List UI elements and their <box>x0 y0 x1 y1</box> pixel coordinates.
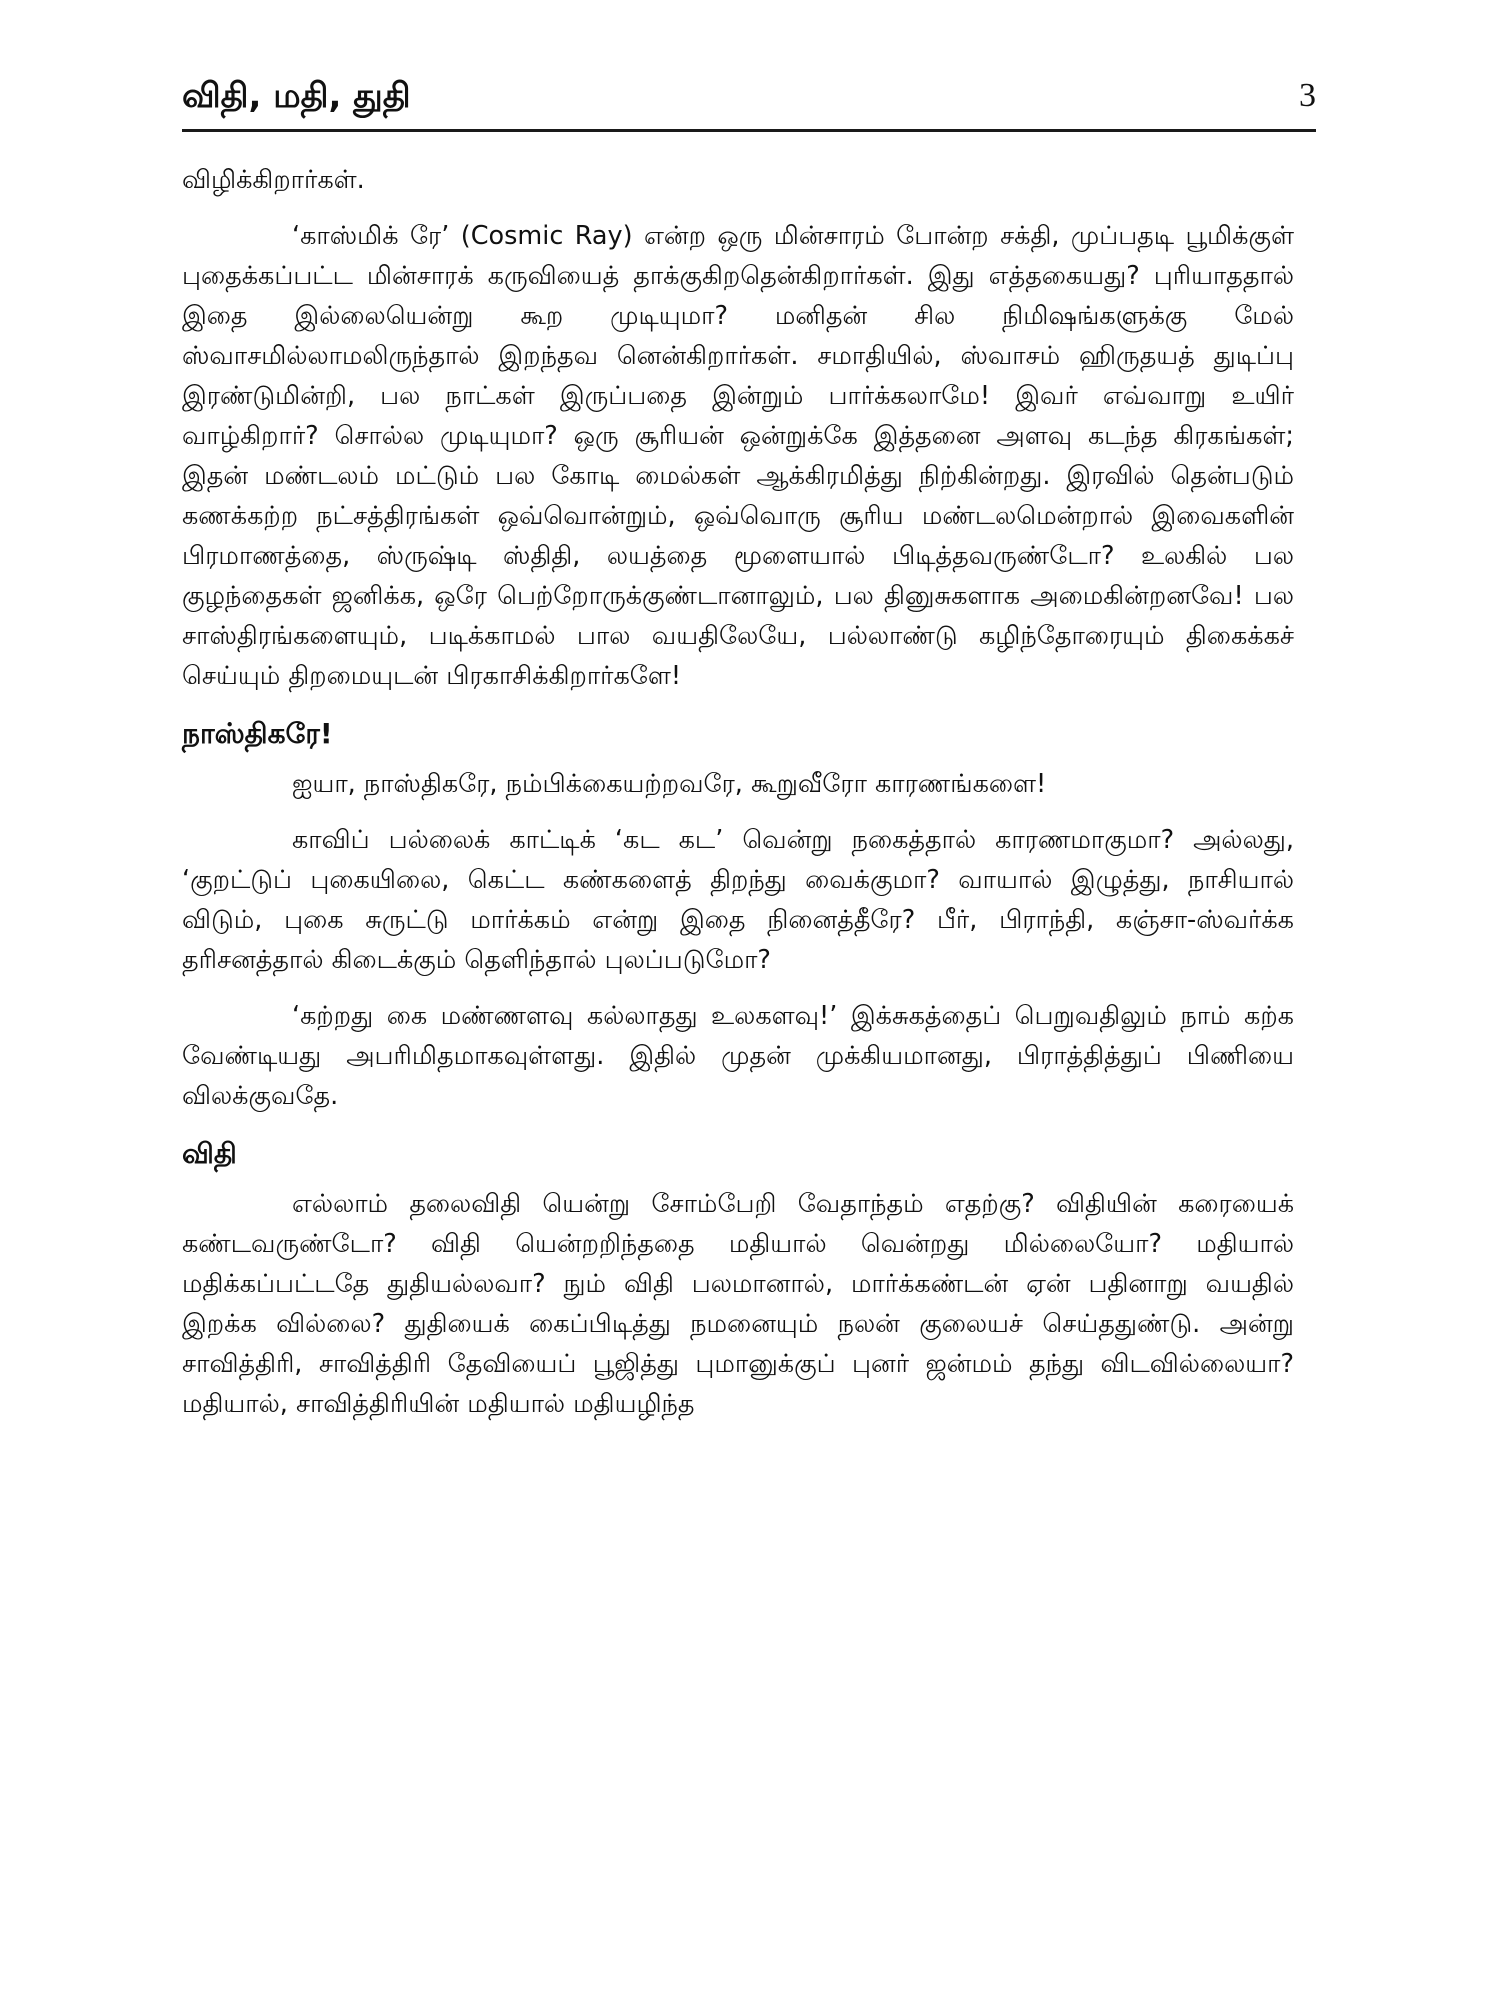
paragraph-continuation: விழிக்கிறார்கள். <box>182 165 365 195</box>
paragraph-vidhi: எல்லாம் தலைவிதி யென்று சோம்பேறி வேதாந்தம் எதற்கு? விதியின் கரையைக் கண்டவருண்டோ? விதி யென்றறிந்ததை மதியால் வென்றது மில்லையோ? மதியால் மதிக்கப்பட்டதே துதியல்லவா? நும் விதி பலமானால், மார்க்கண்டன் ஏன் பதினாறு வயதில் இறக்க வில்லை? துதியைக் கைப்பிடித்து நமனையும் நலன் குலையச் செய்ததுண்டு. அன்று சாவித்திரி, சாவித்திரி தேவியைப் பூஜித்து புமானுக்குப் புனர் ஜன்மம் தந்து விடவில்லையா? மதியால், சாவித்திரியின் மதியால் மதியழிந்த <box>182 1189 1294 1419</box>
paragraph-address: ஐயா, நாஸ்திகரே, நம்பிக்கையற்றவரே, கூறுவீரோ காரணங்களை! <box>292 769 1047 799</box>
running-title: விதி, மதி, துதி <box>182 76 411 116</box>
header-rule <box>182 129 1316 132</box>
page-number: 3 <box>1299 77 1316 114</box>
section-heading-vidhi: விதி <box>182 1137 237 1170</box>
paragraph-cosmic-ray: ‘காஸ்மிக் ரே’ (Cosmic Ray) என்ற ஒரு மின்சாரம் போன்ற சக்தி, முப்பதடி பூமிக்குள் புதைக்கப்பட்ட மின்சாரக் கருவியைத் தாக்குகிறதென்கிறார்கள். இது எத்தகையது? புரியாததால் இதை இல்லையென்று கூற முடியுமா? மனிதன் சில நிமிஷங்களுக்கு மேல் ஸ்வாசமில்லாமலிருந்தால் இறந்தவ னென்கிறார்கள். சமாதியில், ஸ்வாசம் ஹிருதயத் துடிப்பு இரண்டுமின்றி, பல நாட்கள் இருப்பதை இன்றும் பார்க்கலாமே! இவர் எவ்வாறு உயிர் வாழ்கிறார்? சொல்ல முடியுமா? ஒரு சூரியன் ஒன்றுக்கே இத்தனை அளவு கடந்த கிரகங்கள்; இதன் மண்டலம் மட்டும் பல கோடி மைல்கள் ஆக்கிரமித்து நிற்கின்றது. இரவில் தென்படும் கணக்கற்ற நட்சத்திரங்கள் ஒவ்வொன்றும், ஒவ்வொரு சூரிய மண்டலமென்றால் இவைகளின் பிரமாணத்தை, ஸ்ருஷ்டி ஸ்திதி, லயத்தை மூளையால் பிடித்தவருண்டோ? உலகில் பல குழந்தைகள் ஜனிக்க, ஒரே பெற்றோருக்குண்டானாலும், பல தினுசுகளாக அமைகின்றனவே! பல சாஸ்திரங்களையும், படிக்காமல் பால வயதிலேயே, பல்லாண்டு கழிந்தோரையும் திகைக்கச் செய்யும் திறமையுடன் பிரகாசிக்கிறார்களே! <box>182 221 1294 691</box>
paragraph-reasons: காவிப் பல்லைக் காட்டிக் ‘கட கட’ வென்று நகைத்தால் காரணமாகுமா? அல்லது, ‘குறட்டுப் புகையிலை, கெட்ட கண்களைத் திறந்து வைக்குமா? வாயால் இழுத்து, நாசியால் விடும், புகை சுருட்டு மார்க்கம் என்று இதை நினைத்தீரே? பீர், பிராந்தி, கஞ்சா-ஸ்வர்க்க தரிசனத்தால் கிடைக்கும் தெளிந்தால் புலப்படுமோ? <box>182 825 1294 975</box>
page-header <box>182 74 1316 130</box>
section-heading-nastikare: நாஸ்திகரே! <box>182 717 333 750</box>
paragraph-learning: ‘கற்றது கை மண்ணளவு கல்லாதது உலகளவு!’ இக்சுகத்தைப் பெறுவதிலும் நாம் கற்க வேண்டியது அபரிமிதமாகவுள்ளது. இதில் முதன் முக்கியமானது, பிராத்தித்துப் பிணியை விலக்குவதே. <box>182 1001 1294 1111</box>
body-text <box>182 160 1294 1440</box>
